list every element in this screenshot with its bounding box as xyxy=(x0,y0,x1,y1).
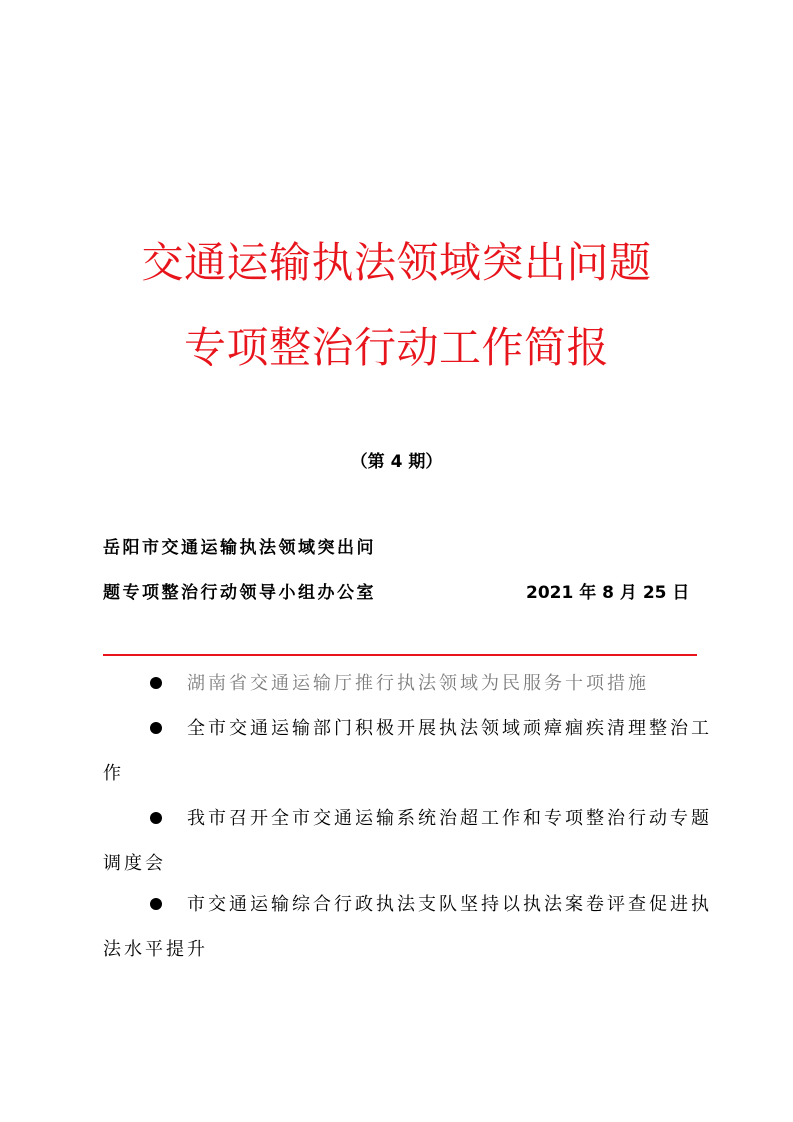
issue-number: （第 4 期） xyxy=(350,452,443,472)
document-title-line-2: 专项整治行动工作简报 xyxy=(183,323,609,372)
contents-item xyxy=(103,796,713,886)
contents-item-text: 市交通运输综合行政执法支队坚持以执法案卷评查促进执法水平提升 xyxy=(103,894,712,960)
document-title-line-1: 交通运输执法领域突出问题 xyxy=(141,238,652,287)
contents-item-text: 全市交通运输部门积极开展执法领域顽瘴痼疾清理整治工作 xyxy=(103,718,712,784)
bullet-icon xyxy=(150,812,162,824)
issue-date: 2021 年 8 月 25 日 xyxy=(526,583,690,603)
bullet-icon xyxy=(150,898,162,910)
bullet-icon xyxy=(150,722,162,734)
contents-item xyxy=(103,661,713,706)
red-divider xyxy=(103,654,697,656)
issuer-line-2: 题专项整治行动领导小组办公室 xyxy=(103,583,376,603)
contents-item-text: 湖南省交通运输厅推行执法领域为民服务十项措施 xyxy=(187,673,649,694)
contents-item xyxy=(103,882,713,972)
contents-item xyxy=(103,706,713,796)
issuer-line-1: 岳阳市交通运输执法领域突出问 xyxy=(103,538,376,558)
bullet-icon xyxy=(150,677,162,689)
contents-item-text: 我市召开全市交通运输系统治超工作和专项整治行动专题调度会 xyxy=(103,808,712,874)
